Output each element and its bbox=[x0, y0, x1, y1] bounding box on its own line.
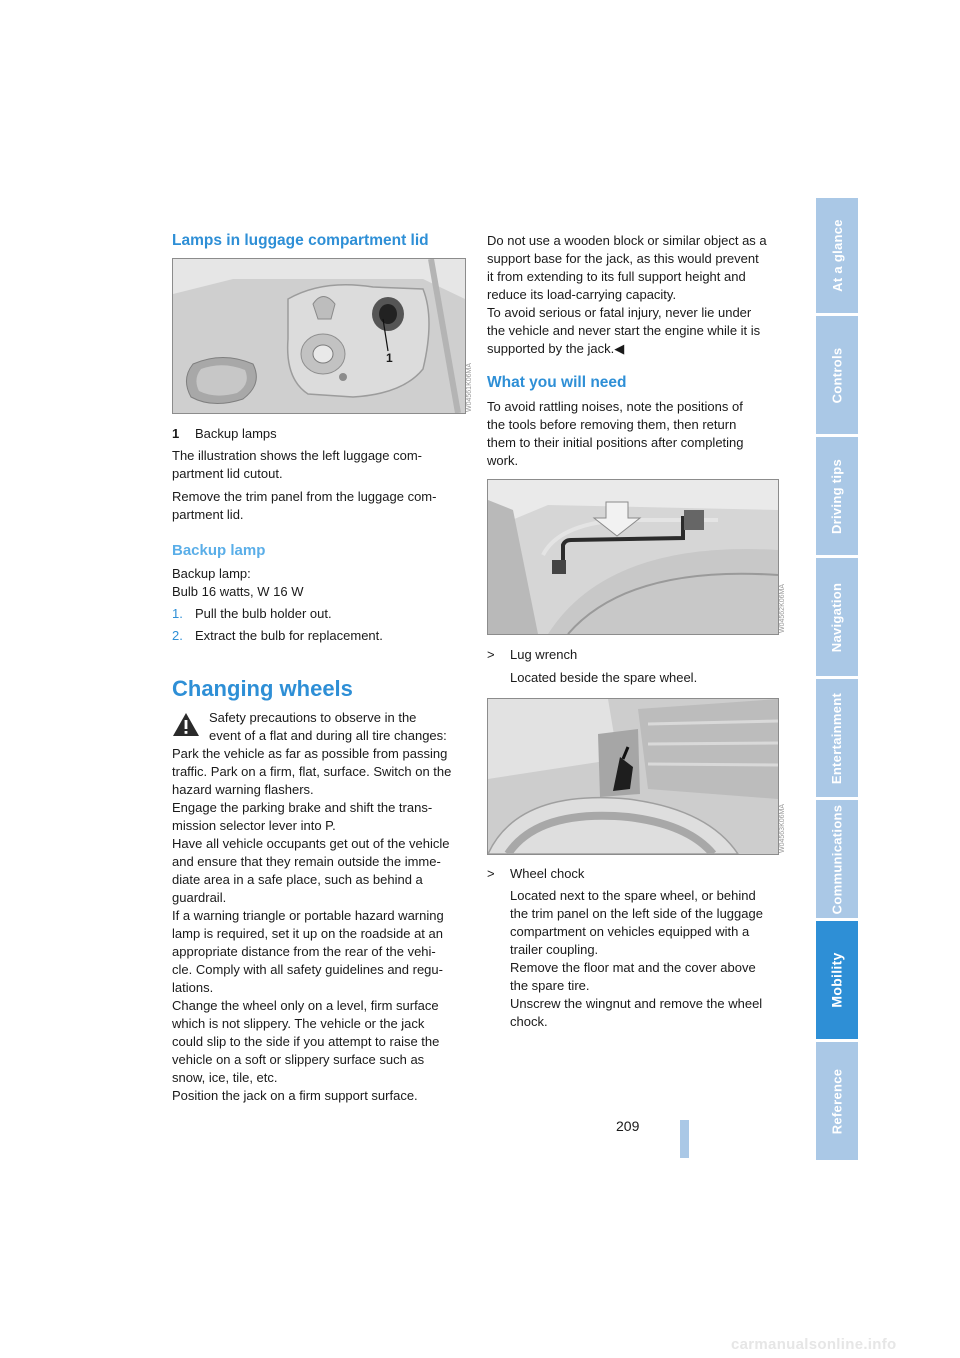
list-marker: > bbox=[487, 647, 495, 662]
tab-label: Controls bbox=[829, 347, 845, 403]
text-line: guardrail. bbox=[172, 890, 227, 905]
section-heading-lamps: Lamps in luggage compartment lid bbox=[172, 232, 429, 249]
photo-lug-wrench bbox=[487, 479, 779, 635]
paragraph-illustration bbox=[172, 447, 464, 483]
list-marker: > bbox=[487, 866, 495, 881]
tab-label: Reference bbox=[829, 1068, 845, 1134]
step-item bbox=[172, 605, 464, 623]
photo-code: W04563K06MA bbox=[779, 803, 786, 853]
text-line: compartment on vehicles equipped with a bbox=[510, 924, 750, 939]
text-line: supported by the jack.◀ bbox=[487, 341, 625, 356]
step-number: 1. bbox=[172, 606, 183, 621]
text-line: Engage the parking brake and shift the trans- bbox=[172, 800, 433, 815]
tab-reference[interactable] bbox=[816, 1042, 858, 1160]
text-line: Located next to the spare wheel, or behind bbox=[510, 888, 756, 903]
tab-driving-tips[interactable] bbox=[816, 437, 858, 555]
paragraph-rattling bbox=[487, 398, 779, 470]
tab-label: Navigation bbox=[829, 582, 845, 652]
tab-label: Communications bbox=[829, 804, 845, 914]
text-line: Remove the floor mat and the cover above bbox=[510, 960, 756, 975]
text-line: traffic. Park on a firm, flat, surface. Switch on the bbox=[172, 764, 452, 779]
photo-code: W04562K06MA bbox=[779, 583, 786, 633]
tab-label: Driving tips bbox=[829, 458, 845, 534]
text-line: partment lid. bbox=[172, 507, 244, 522]
text-line: lations. bbox=[172, 980, 214, 995]
text-line: Backup lamp: bbox=[172, 566, 251, 581]
text-line: The illustration shows the left luggage com- bbox=[172, 448, 423, 463]
text-line: which is not slippery. The vehicle or the jack bbox=[172, 1016, 425, 1031]
text-line: trailer coupling. bbox=[510, 942, 599, 957]
list-item-lug-wrench bbox=[487, 646, 779, 664]
text-line: the vehicle and never start the engine while it is bbox=[487, 323, 761, 338]
step-text: Extract the bulb for replacement. bbox=[195, 628, 383, 643]
text-line: the trim panel on the left side of the luggage bbox=[510, 906, 763, 921]
text-line: support base for the jack, as this would prevent bbox=[487, 251, 759, 266]
tab-controls[interactable] bbox=[816, 316, 858, 434]
text-line: cle. Comply with all safety guidelines and regu- bbox=[172, 962, 443, 977]
photo-wheel-chock-illustration bbox=[488, 699, 778, 854]
text-line: snow, ice, tile, etc. bbox=[172, 1070, 278, 1085]
tab-label: Mobility bbox=[829, 952, 846, 1008]
tab-navigation[interactable] bbox=[816, 558, 858, 676]
warning-block bbox=[172, 709, 464, 1105]
text-line: mission selector lever into P. bbox=[172, 818, 336, 833]
list-item-wheel-chock bbox=[487, 865, 779, 883]
watermark: carmanualsonline.info bbox=[731, 1336, 897, 1353]
paragraph-remove-trim bbox=[172, 488, 464, 524]
subheading-backup-lamp: Backup lamp bbox=[172, 542, 266, 559]
text-line: the spare tire. bbox=[510, 978, 590, 993]
text-line: it from extending to its full support height and bbox=[487, 269, 746, 284]
page-number: 209 bbox=[616, 1118, 640, 1134]
text-line: If a warning triangle or portable hazard warning bbox=[172, 908, 444, 923]
legend-text: Backup lamps bbox=[195, 426, 277, 441]
text-line: and ensure that they remain outside the imme- bbox=[172, 854, 441, 869]
text-line: them to their initial positions after completing bbox=[487, 435, 744, 450]
text-line: Safety precautions to observe in the bbox=[209, 710, 417, 725]
text-line: To avoid serious or fatal injury, never lie under bbox=[487, 305, 752, 320]
paragraph-bulb-spec bbox=[172, 565, 464, 601]
text-line: Position the jack on a firm support surface. bbox=[172, 1088, 418, 1103]
text-line: Park the vehicle as far as possible from passing bbox=[172, 746, 448, 761]
text-line: vehicle on a soft or slippery surface such as bbox=[172, 1052, 425, 1067]
step-number: 2. bbox=[172, 628, 183, 643]
tab-entertainment[interactable] bbox=[816, 679, 858, 797]
list-item-title: Wheel chock bbox=[510, 866, 585, 881]
section-heading-changing-wheels: Changing wheels bbox=[172, 676, 353, 701]
text-line: lamp is required, set it up on the roadside at an bbox=[172, 926, 443, 941]
text-line: event of a flat and during all tire changes: bbox=[209, 728, 447, 743]
text-line: could slip to the side if you attempt to raise the bbox=[172, 1034, 440, 1049]
text-line: chock. bbox=[510, 1014, 548, 1029]
text-line: To avoid rattling noises, note the positions of bbox=[487, 399, 743, 414]
page-number-bar bbox=[680, 1120, 689, 1158]
list-item-desc bbox=[487, 887, 802, 1031]
tab-mobility[interactable] bbox=[816, 921, 858, 1039]
text-line: diate area in a safe place, such as behind a bbox=[172, 872, 423, 887]
text-line: hazard warning flashers. bbox=[172, 782, 314, 797]
legend-number: 1 bbox=[172, 426, 180, 441]
text-line: Bulb 16 watts, W 16 W bbox=[172, 584, 304, 599]
list-item-desc: Located beside the spare wheel. bbox=[510, 670, 698, 685]
photo-wheel-chock bbox=[487, 698, 779, 855]
photo-luggage-lid-illustration bbox=[173, 259, 465, 413]
text-line: appropriate distance from the rear of the vehi- bbox=[172, 944, 436, 959]
text-line: Unscrew the wingnut and remove the wheel bbox=[510, 996, 763, 1011]
legend-item bbox=[172, 425, 464, 443]
text-line: Do not use a wooden block or similar object as a bbox=[487, 233, 767, 248]
tab-label: Entertainment bbox=[829, 692, 845, 784]
tab-label: At a glance bbox=[829, 219, 845, 292]
photo-callout-1: 1 bbox=[386, 351, 393, 365]
photo-code: W04561K06MA bbox=[466, 362, 473, 412]
text-line: work. bbox=[487, 453, 519, 468]
list-item-title: Lug wrench bbox=[510, 647, 578, 662]
photo-luggage-lid-lamp bbox=[172, 258, 466, 414]
text-line: partment lid cutout. bbox=[172, 466, 283, 481]
tab-at-a-glance[interactable] bbox=[816, 198, 858, 313]
text-line: the tools before removing them, then return bbox=[487, 417, 737, 432]
text-line: reduce its load-carrying capacity. bbox=[487, 287, 677, 302]
step-text: Pull the bulb holder out. bbox=[195, 606, 332, 621]
photo-lug-wrench-illustration bbox=[488, 480, 778, 634]
tab-communications[interactable] bbox=[816, 800, 858, 918]
section-heading-what-you-need: What you will need bbox=[487, 374, 627, 391]
text-line: Remove the trim panel from the luggage com- bbox=[172, 489, 437, 504]
text-line: Have all vehicle occupants get out of the vehicle bbox=[172, 836, 450, 851]
step-item bbox=[172, 627, 464, 645]
paragraph-jack-warning bbox=[487, 232, 779, 358]
text-line: Change the wheel only on a level, firm surface bbox=[172, 998, 439, 1013]
